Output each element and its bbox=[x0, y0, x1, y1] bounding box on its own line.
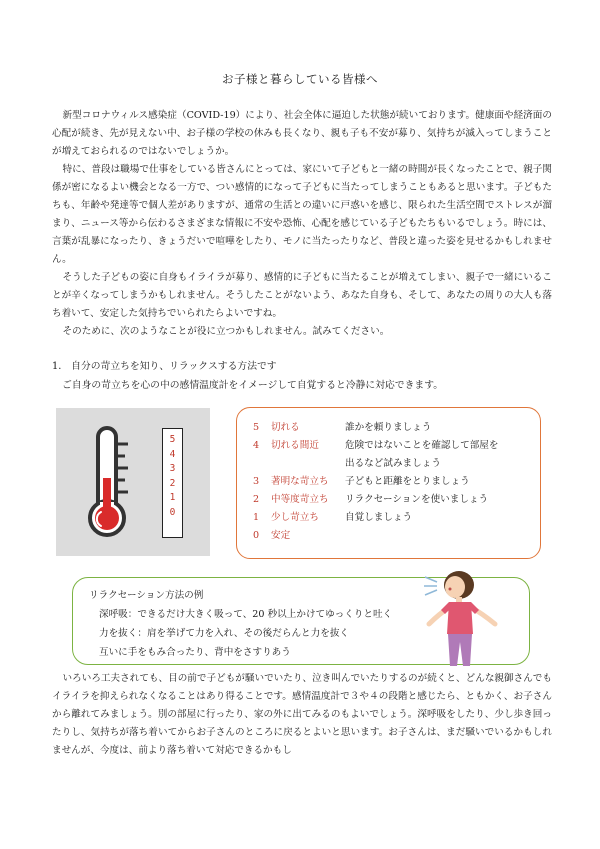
level-number: 4 bbox=[253, 440, 260, 451]
level-number: 3 bbox=[253, 476, 260, 487]
closing-paragraph: いろいろ工夫されても、目の前で子どもが騒いでいたり、泣き叫んでいたりするのが続くと、どんな親御さんでもイライラを抑えられなくなることはあり得ることです。感情温度計で３や４の段階と感じたら、ともかく、お子さんから離れてみましょう。別の部屋に行ったり、家の外に出てみるのもよいでしょう。深呼吸をしたり、少し歩き回ったりし、気持ちが落ち着いてからお子さんのところに戻るとよいと思います。お子さんは、まだ騒いでいるかもしれませんが、今度は、前より落ち着いて対応できるかもし bbox=[52, 673, 552, 756]
level-advice: リラクセーションを使いましょう bbox=[345, 494, 489, 505]
scale-number: 3 bbox=[169, 463, 176, 474]
level-advice: 子どもと距離をとりましょう bbox=[345, 476, 470, 487]
intro-paragraph-2: 特に、普段は職場で仕事をしている皆さんにとっては、家にいて子どもと一緒の時間が長くなったことで、親子関係が密になるよい機会となる一方で、つい感情的になって子どもに当たってしまうこともあると思います。子どもたちも、年齢や発達等で個人差がありますが、通常の生活との違いに戸惑いを感じ、限られた生活空間でストレスが溜まり、ニュース等から伝わるさまざまな情報に不安や恐怖、心配を感じている子どもたちもいるでしょう。時には、言葉が乱暴になったり、きょうだいで喧嘩をしたり、モノに当たったりなど、普段と違った姿を見せるかもしれません。 bbox=[52, 164, 552, 265]
scale-number: 0 bbox=[169, 506, 176, 518]
level-label: 切れる間近 bbox=[271, 440, 319, 451]
emotion-level-list bbox=[236, 407, 541, 559]
relaxation-examples-box bbox=[72, 577, 530, 665]
level-label: 安定 bbox=[271, 530, 291, 541]
relaxation-item: 互いに手をもみ合ったり、背中をさすりあう bbox=[99, 647, 291, 658]
level-number: 0 bbox=[253, 530, 260, 541]
intro-paragraph-3: そうした子どもの姿に自身もイライラが募り、感情的に子どもに当たることが増えてしまい、親子で一緒にいることが辛くなってしまうかもしれません。そうしたことがないよう、あなた自身も、そして、あなたの周りの大人も落ち着いて、安定した気持ちでいられたらよいですね。 bbox=[52, 272, 552, 319]
section-1-subtext: ご自身の苛立ちを心の中の感情温度計をイメージして自覚すると冷静に対応できます。 bbox=[62, 380, 443, 391]
intro-paragraph-4: そのために、次のようなことが役に立つかもしれません。試みてください。 bbox=[62, 326, 390, 337]
scale-number: 4 bbox=[169, 448, 176, 460]
level-number: 2 bbox=[253, 494, 260, 505]
scale-number: 2 bbox=[169, 477, 176, 489]
scale-number: 1 bbox=[169, 492, 176, 503]
thermometer-scale bbox=[162, 428, 183, 538]
level-label: 少し苛立ち bbox=[271, 512, 319, 523]
thermometer-icon bbox=[72, 422, 142, 542]
level-advice: 自覚しましょう bbox=[345, 512, 413, 523]
level-number: 5 bbox=[253, 422, 260, 433]
woman-deep-breathing-icon bbox=[423, 568, 515, 666]
level-advice: 出るなど試みましょう bbox=[345, 458, 441, 469]
level-label: 切れる bbox=[271, 422, 300, 433]
thermometer-panel bbox=[56, 408, 210, 556]
relaxation-item: 力を抜く：肩を挙げて力を入れ、その後だらんと力を抜く bbox=[99, 628, 350, 639]
section-1-heading: 1. 自分の苛立ちを知り、リラックスする方法です bbox=[52, 361, 277, 372]
level-advice: 誰かを頼りましょう bbox=[345, 422, 432, 433]
page-title: お子様と暮らしている皆様へ bbox=[222, 72, 378, 86]
level-label: 著明な苛立ち bbox=[271, 476, 329, 487]
level-advice: 危険ではないことを確認して部屋を bbox=[345, 440, 499, 451]
level-number: 1 bbox=[253, 512, 260, 523]
relaxation-title: リラクセーション方法の例 bbox=[89, 590, 204, 601]
level-label: 中等度苛立ち bbox=[271, 494, 329, 505]
scale-number: 5 bbox=[169, 434, 176, 445]
relaxation-item: 深呼吸：できるだけ大きく吸って、20 秒以上かけてゆっくりと吐く bbox=[99, 609, 393, 620]
intro-paragraph-1: 新型コロナウィルス感染症（COVID-19）により、社会全体に逼迫した状態が続いております。健康面や経済面の心配が続き、先が見えない中、お子様の学校の休みも長くなり、親も子も不安が募り、気持ちが滅入ってしまうことが増えておられるのではないでしょうか。 bbox=[52, 110, 552, 157]
